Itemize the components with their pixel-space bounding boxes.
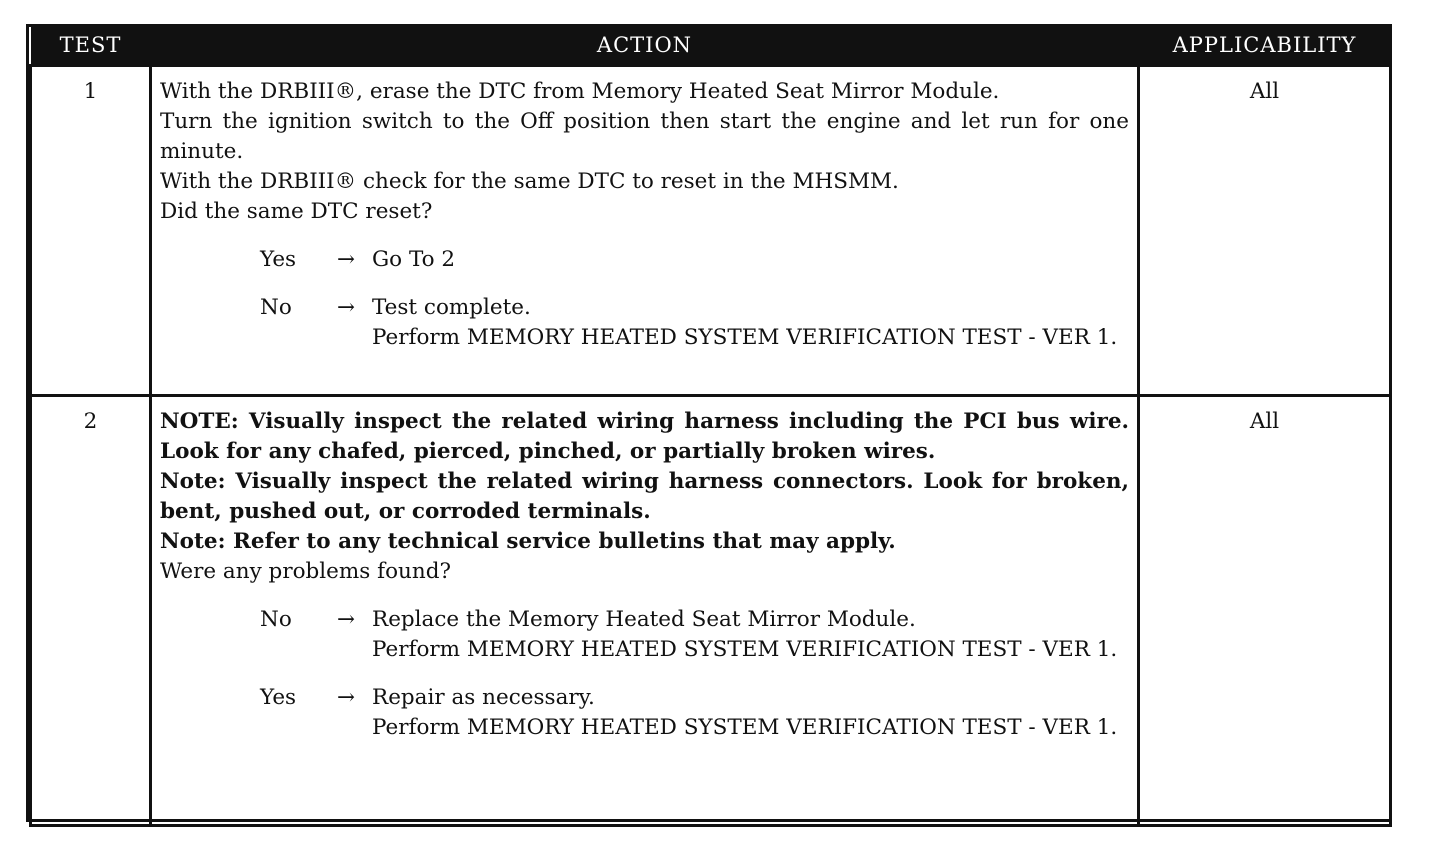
applicability-cell: All bbox=[1139, 395, 1391, 825]
applicability-cell: All bbox=[1139, 65, 1391, 395]
choice-result bbox=[372, 683, 1129, 743]
result-line: Perform MEMORY HEATED SYSTEM VERIFICATION TEST - VER 1. bbox=[372, 324, 1118, 350]
note-line: Note: Visually inspect the related wiring harness connectors. Look for broken, bent, pushed out, or corroded terminals. bbox=[160, 468, 1129, 524]
choice-yes bbox=[260, 683, 1129, 743]
arrow-icon: → bbox=[336, 684, 355, 710]
diagnostic-test-table bbox=[29, 27, 1392, 827]
action-line: With the DRBIII® check for the same DTC to reset in the MHSMM. bbox=[160, 168, 899, 194]
choice-answer: No bbox=[260, 606, 292, 632]
table-header-row bbox=[31, 27, 1391, 65]
header-test: TEST bbox=[31, 27, 151, 65]
note-line: Note: Refer to any technical service bulletins that may apply. bbox=[160, 528, 896, 554]
choice-answer: Yes bbox=[260, 246, 297, 272]
choice-answer: No bbox=[260, 294, 292, 320]
test-number: 1 bbox=[31, 65, 151, 395]
action-line: With the DRBIII®, erase the DTC from Memory Heated Seat Mirror Module. bbox=[160, 78, 1000, 104]
test-number: 2 bbox=[31, 395, 151, 825]
choice-no bbox=[260, 293, 1129, 353]
choice-result bbox=[372, 605, 1129, 665]
action-cell bbox=[151, 65, 1139, 395]
table-row bbox=[31, 65, 1391, 395]
result-line: Perform MEMORY HEATED SYSTEM VERIFICATION TEST - VER 1. bbox=[372, 714, 1118, 740]
table-row bbox=[31, 395, 1391, 825]
result-line: Repair as necessary. bbox=[372, 684, 595, 710]
header-action: ACTION bbox=[151, 27, 1139, 65]
arrow-icon: → bbox=[336, 246, 355, 272]
header-applicability: APPLICABILITY bbox=[1139, 27, 1391, 65]
choice-result: Go To 2 bbox=[372, 246, 456, 272]
action-line: Did the same DTC reset? bbox=[160, 198, 433, 224]
action-line: Turn the ignition switch to the Off position then start the engine and let run for one minute. bbox=[160, 108, 1129, 164]
arrow-icon: → bbox=[336, 606, 355, 632]
arrow-icon: → bbox=[336, 294, 355, 320]
result-line: Test complete. bbox=[372, 294, 531, 320]
choice-result bbox=[372, 293, 1129, 353]
result-line: Perform MEMORY HEATED SYSTEM VERIFICATION TEST - VER 1. bbox=[372, 636, 1118, 662]
result-line: Replace the Memory Heated Seat Mirror Module. bbox=[372, 606, 916, 632]
choice-no bbox=[260, 605, 1129, 665]
question-line: Were any problems found? bbox=[160, 558, 452, 584]
choice-answer: Yes bbox=[260, 684, 297, 710]
diagnostic-table-page bbox=[26, 24, 1392, 822]
note-line: NOTE: Visually inspect the related wiring harness including the PCI bus wire. Look for any chafed, pierced, pinched, or partially broken wires. bbox=[160, 408, 1129, 464]
action-cell bbox=[151, 395, 1139, 825]
choice-yes bbox=[260, 245, 1129, 275]
